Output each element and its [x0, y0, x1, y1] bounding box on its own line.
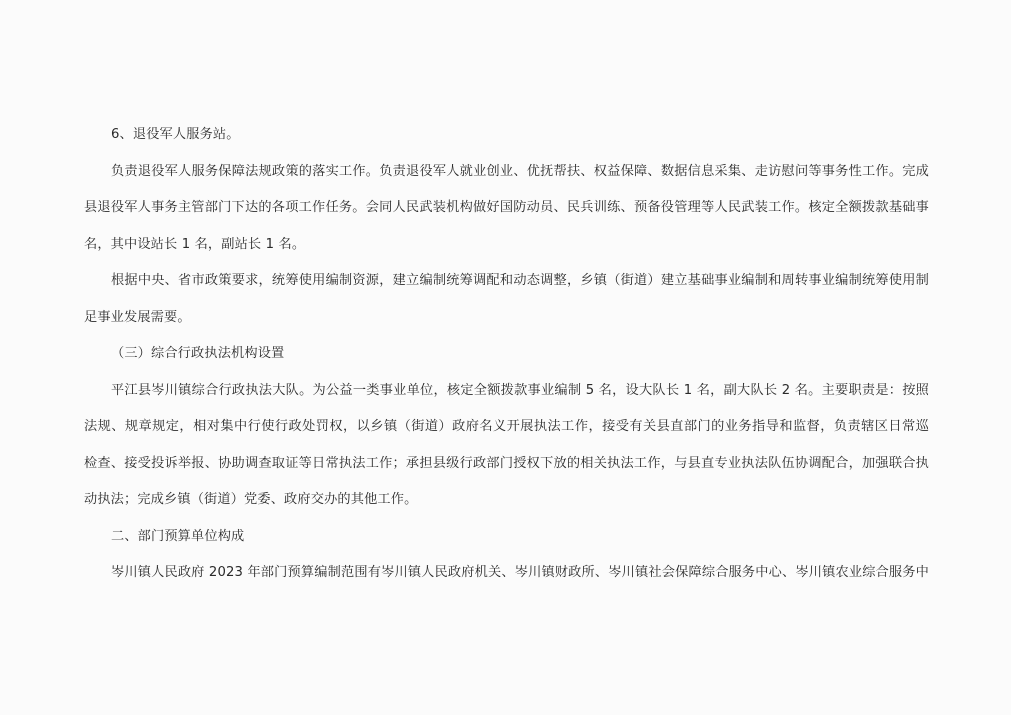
text-line: 负责退役军人服务保障法规政策的落实工作。负责退役军人就业创业、优抚帮扶、权益保障、数据信息采集、走访慰问等事务性工作。完成: [111, 163, 929, 179]
text-line: 动执法；完成乡镇（街道）党委、政府交办的其他工作。: [84, 492, 418, 507]
text-line: 检查、接受投诉举报、协助调查取证等日常执法工作；承担县级行政部门授权下放的相关执法工作，与县直专业执法队伍协调配合，加强联合执: [84, 455, 929, 471]
text-line: 足事业发展需要。: [84, 309, 191, 325]
text-line: 法规、规章规定，相对集中行使行政处罚权，以乡镇（街道）政府名义开展执法工作，接受有关县直部门的业务指导和监督，负责辖区日常巡: [84, 419, 929, 434]
text-line: 岑川镇人民政府 2023 年部门预算编制范围有岑川镇人民政府机关、岑川镇财政所、岑川镇社会保障综合服务中心、岑川镇农业综合服务中: [111, 565, 929, 580]
text-line: 6、退役军人服务站。: [111, 127, 240, 142]
text-line: 根据中央、省市政策要求，统筹使用编制资源，建立编制统筹调配和动态调整，乡镇（街道）建立基础事业编制和周转事业编制统筹使用制: [111, 273, 929, 288]
text-line: 县退役军人事务主管部门下达的各项工作任务。会同人民武装机构做好国防动员、民兵训练、预备役管理等人民武装工作。核定全额拨款基础事: [84, 200, 929, 215]
text-line: （三）综合行政执法机构设置: [111, 346, 285, 361]
text-line: 二、部门预算单位构成: [111, 528, 245, 544]
text-line: 平江县岑川镇综合行政执法大队。为公益一类事业单位，核定全额拨款事业编制 5 名，设大队长 1 名，副大队长 2 名。主要职责是：按照: [111, 382, 929, 398]
document-body: [84, 117, 929, 592]
text-line: 名，其中设站长 1 名，副站长 1 名。: [84, 236, 306, 252]
